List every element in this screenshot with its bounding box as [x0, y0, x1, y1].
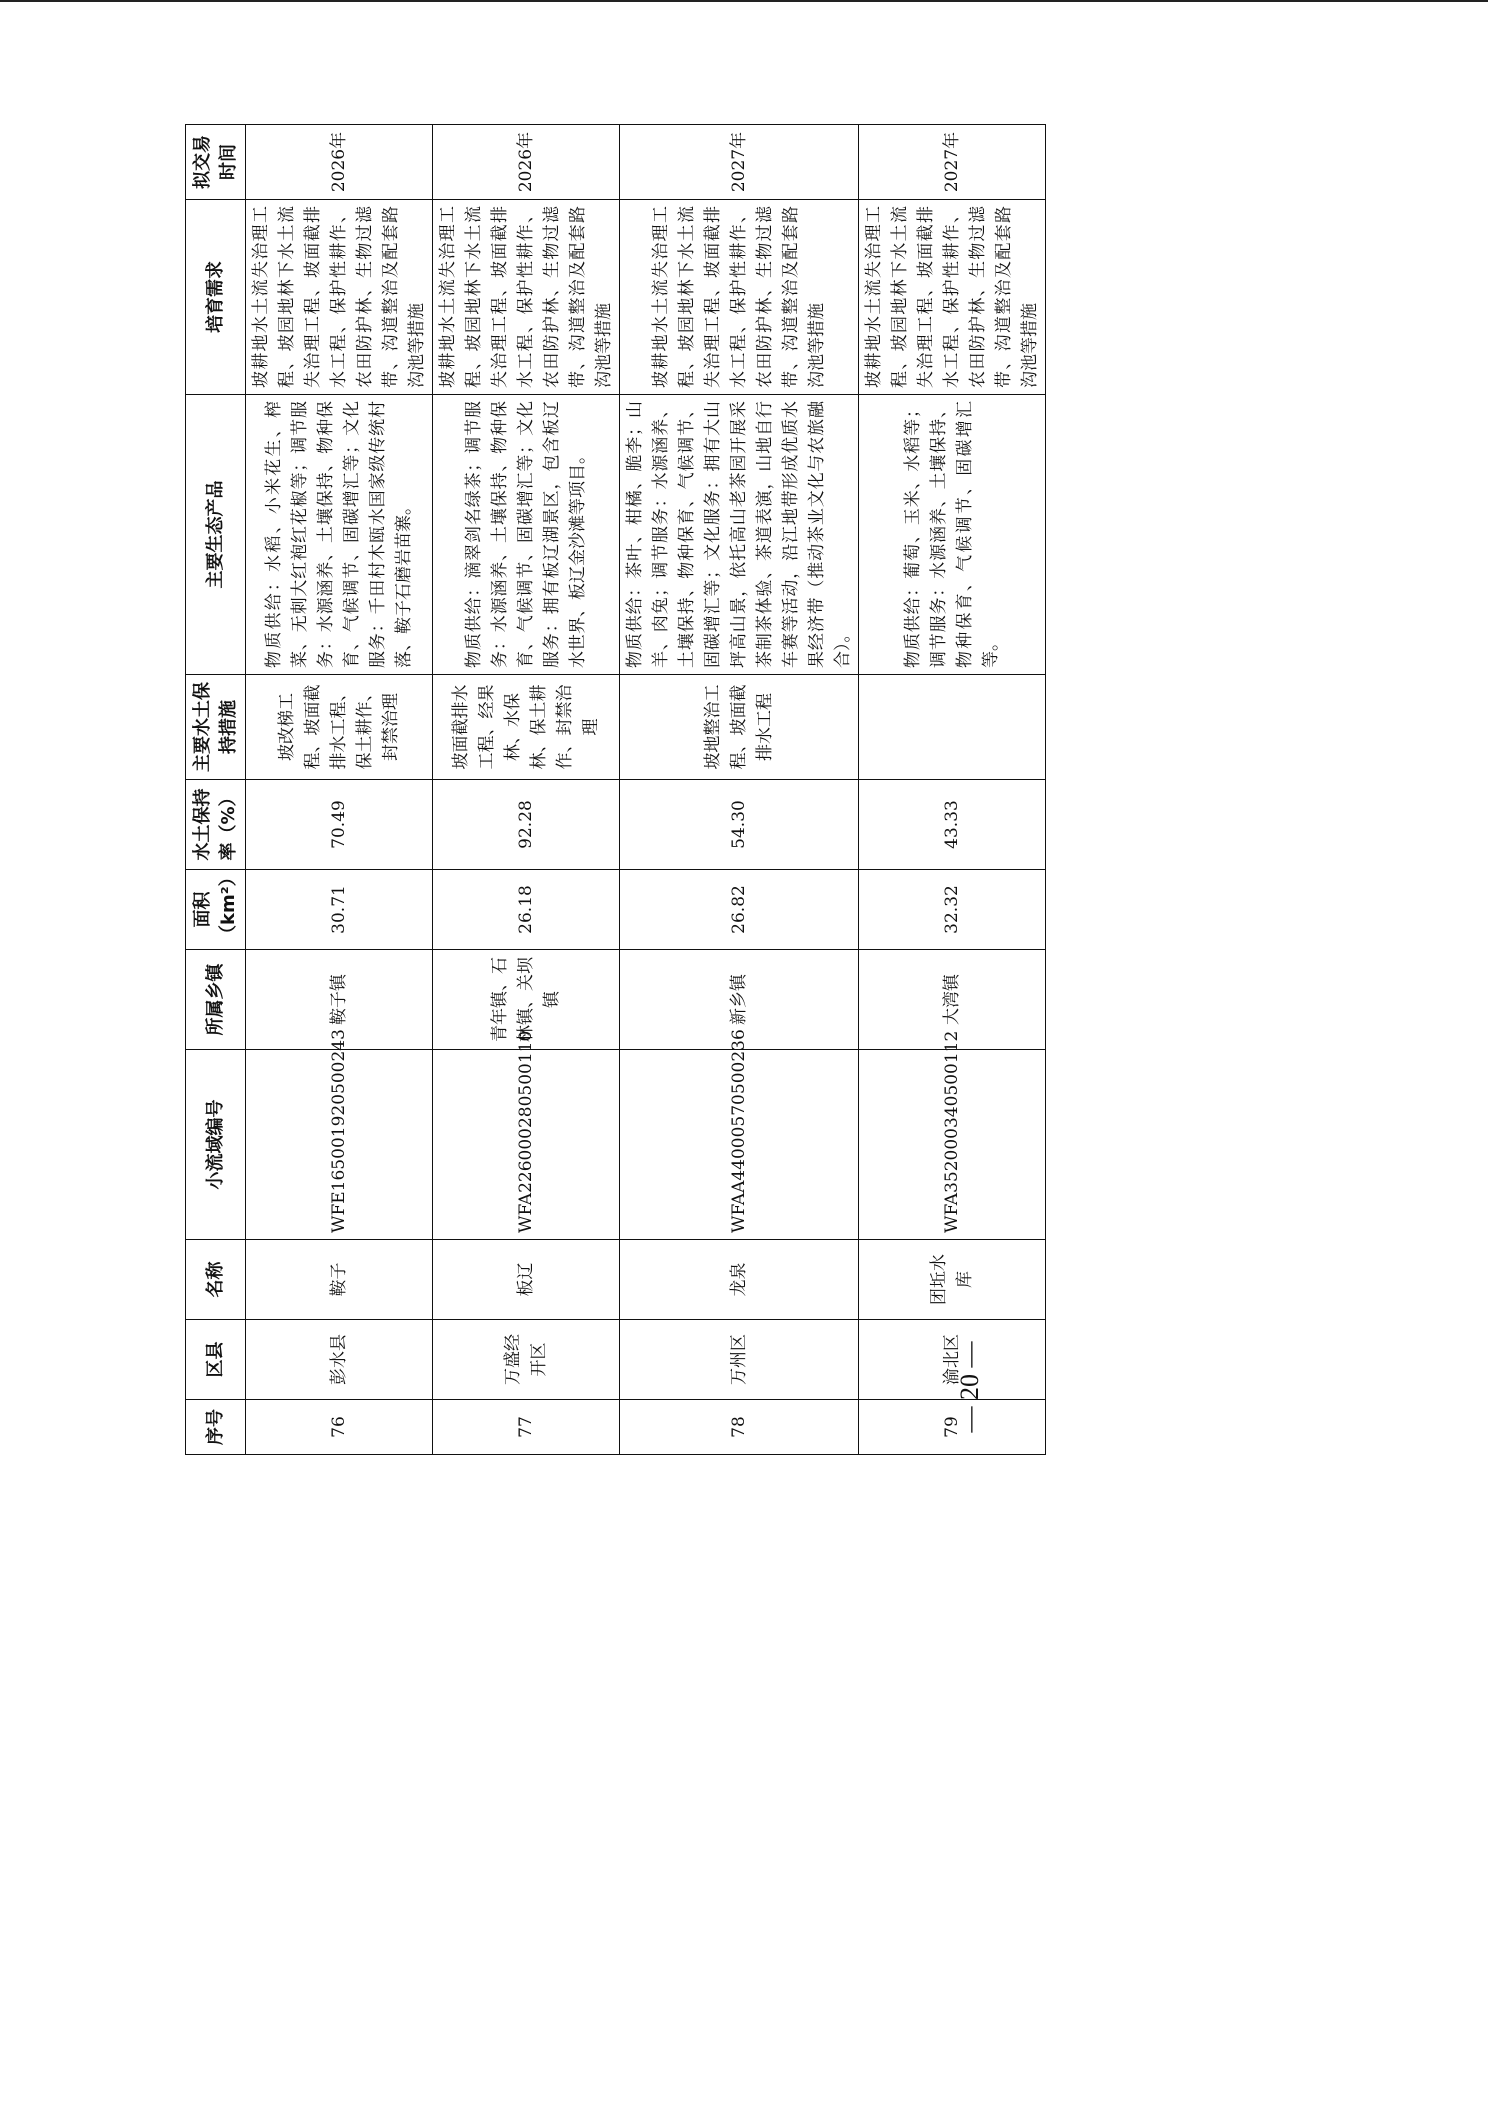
cell-rate: 70.49: [246, 780, 433, 870]
header-measures: 主要水土保持措施: [186, 675, 246, 780]
cell-town: 大湾镇: [859, 950, 1046, 1050]
cell-products: 物质供给：滴翠剑名绿茶；调节服务：水源涵养、土壤保持、物种保育、气候调节、固碳增汇等；文化服务：拥有板辽湖景区，包含板辽水世界、板辽金沙滩等项目。: [433, 395, 620, 675]
header-county: 区县: [186, 1320, 246, 1400]
header-town: 所属乡镇: [186, 950, 246, 1050]
cell-products: 物质供给：葡萄、玉米、水稻等；调节服务：水源涵养、土壤保持、物种保育、气候调节、固碳增汇等。: [859, 395, 1046, 675]
watershed-table: [185, 124, 1046, 1455]
cell-rate: 54.30: [620, 780, 859, 870]
table-row: [859, 125, 1046, 1455]
cell-county: 彭水县: [246, 1320, 433, 1400]
cell-needs: 坡耕地水土流失治理工程、坡园地林下水土流失治理工程、坡面截排水工程、保护性耕作、农田防护林、生物过滤带、沟道整治及配套路沟池等措施: [246, 200, 433, 395]
cell-code: WFE165001920500243: [246, 1050, 433, 1240]
cell-time: 2026年: [246, 125, 433, 200]
cell-town: 青年镇、石林镇、关坝镇: [433, 950, 620, 1050]
header-row: [186, 125, 246, 1455]
cell-time: 2026年: [433, 125, 620, 200]
header-area: 面积（km²）: [186, 870, 246, 950]
cell-area: 26.18: [433, 870, 620, 950]
cell-name: 鞍子: [246, 1240, 433, 1320]
cell-needs: 坡耕地水土流失治理工程、坡园地林下水土流失治理工程、坡面截排水工程、保护性耕作、农田防护林、生物过滤带、沟道整治及配套路沟池等措施: [433, 200, 620, 395]
header-needs: 培育需求: [186, 200, 246, 395]
cell-name: 板辽: [433, 1240, 620, 1320]
cell-products: 物质供给：茶叶、柑橘、脆李；山羊、肉兔；调节服务：水源涵养、土壤保持、物种保育、气候调节、固碳增汇等；文化服务：拥有大山坪高山景，依托高山老茶园开展采茶制茶体验、茶道表演，山地自行车赛等活动，沿江地带形成优质水果经济带（推动茶业文化与农旅融合）。: [620, 395, 859, 675]
header-time: 拟交易时间: [186, 125, 246, 200]
rotated-table-container: [185, 125, 1040, 1455]
cell-county: 万盛经开区: [433, 1320, 620, 1400]
table-row: [433, 125, 620, 1455]
cell-name: 龙泉: [620, 1240, 859, 1320]
cell-time: 2027年: [620, 125, 859, 200]
header-name: 名称: [186, 1240, 246, 1320]
cell-code: WFA352000340500112: [859, 1050, 1046, 1240]
cell-measures: [859, 675, 1046, 780]
page-number: — 20 —: [955, 1341, 984, 1433]
cell-code: WFA226000280500110: [433, 1050, 620, 1240]
table-row: [620, 125, 859, 1455]
cell-no: 77: [433, 1400, 620, 1455]
cell-county: 万州区: [620, 1320, 859, 1400]
cell-products: 物质供给：水稻、小米花生、榨菜、无刺大红袍红花椒等；调节服务：水源涵养、土壤保持、物种保育、气候调节、固碳增汇等；文化服务：千田村木瓯水国家级传统村落、鞍子石磨岩苗寨。: [246, 395, 433, 675]
header-rate: 水土保持率（%）: [186, 780, 246, 870]
cell-area: 32.32: [859, 870, 1046, 950]
page-top-border: [0, 0, 1488, 2]
cell-county: 渝北区: [859, 1320, 1046, 1400]
cell-measures: 坡地整治工程、坡面截排水工程: [620, 675, 859, 780]
cell-name: 团坵水库: [859, 1240, 1046, 1320]
header-products: 主要生态产品: [186, 395, 246, 675]
cell-rate: 92.28: [433, 780, 620, 870]
cell-rate: 43.33: [859, 780, 1046, 870]
cell-time: 2027年: [859, 125, 1046, 200]
cell-area: 26.82: [620, 870, 859, 950]
cell-code: WFAA44000570500236: [620, 1050, 859, 1240]
cell-no: 78: [620, 1400, 859, 1455]
header-no: 序号: [186, 1400, 246, 1455]
cell-needs: 坡耕地水土流失治理工程、坡园地林下水土流失治理工程、坡面截排水工程、保护性耕作、农田防护林、生物过滤带、沟道整治及配套路沟池等措施: [859, 200, 1046, 395]
cell-no: 76: [246, 1400, 433, 1455]
cell-measures: 坡改梯工程、坡面截排水工程、保土耕作、封禁治理: [246, 675, 433, 780]
cell-no: 79: [859, 1400, 1046, 1455]
cell-measures: 坡面截排水工程、经果林、水保林、保土耕作、封禁治理: [433, 675, 620, 780]
table-row: [246, 125, 433, 1455]
cell-area: 30.71: [246, 870, 433, 950]
cell-town: 新乡镇: [620, 950, 859, 1050]
cell-needs: 坡耕地水土流失治理工程、坡园地林下水土流失治理工程、坡面截排水工程、保护性耕作、农田防护林、生物过滤带、沟道整治及配套路沟池等措施: [620, 200, 859, 395]
cell-town: 鞍子镇: [246, 950, 433, 1050]
header-code: 小流域编号: [186, 1050, 246, 1240]
